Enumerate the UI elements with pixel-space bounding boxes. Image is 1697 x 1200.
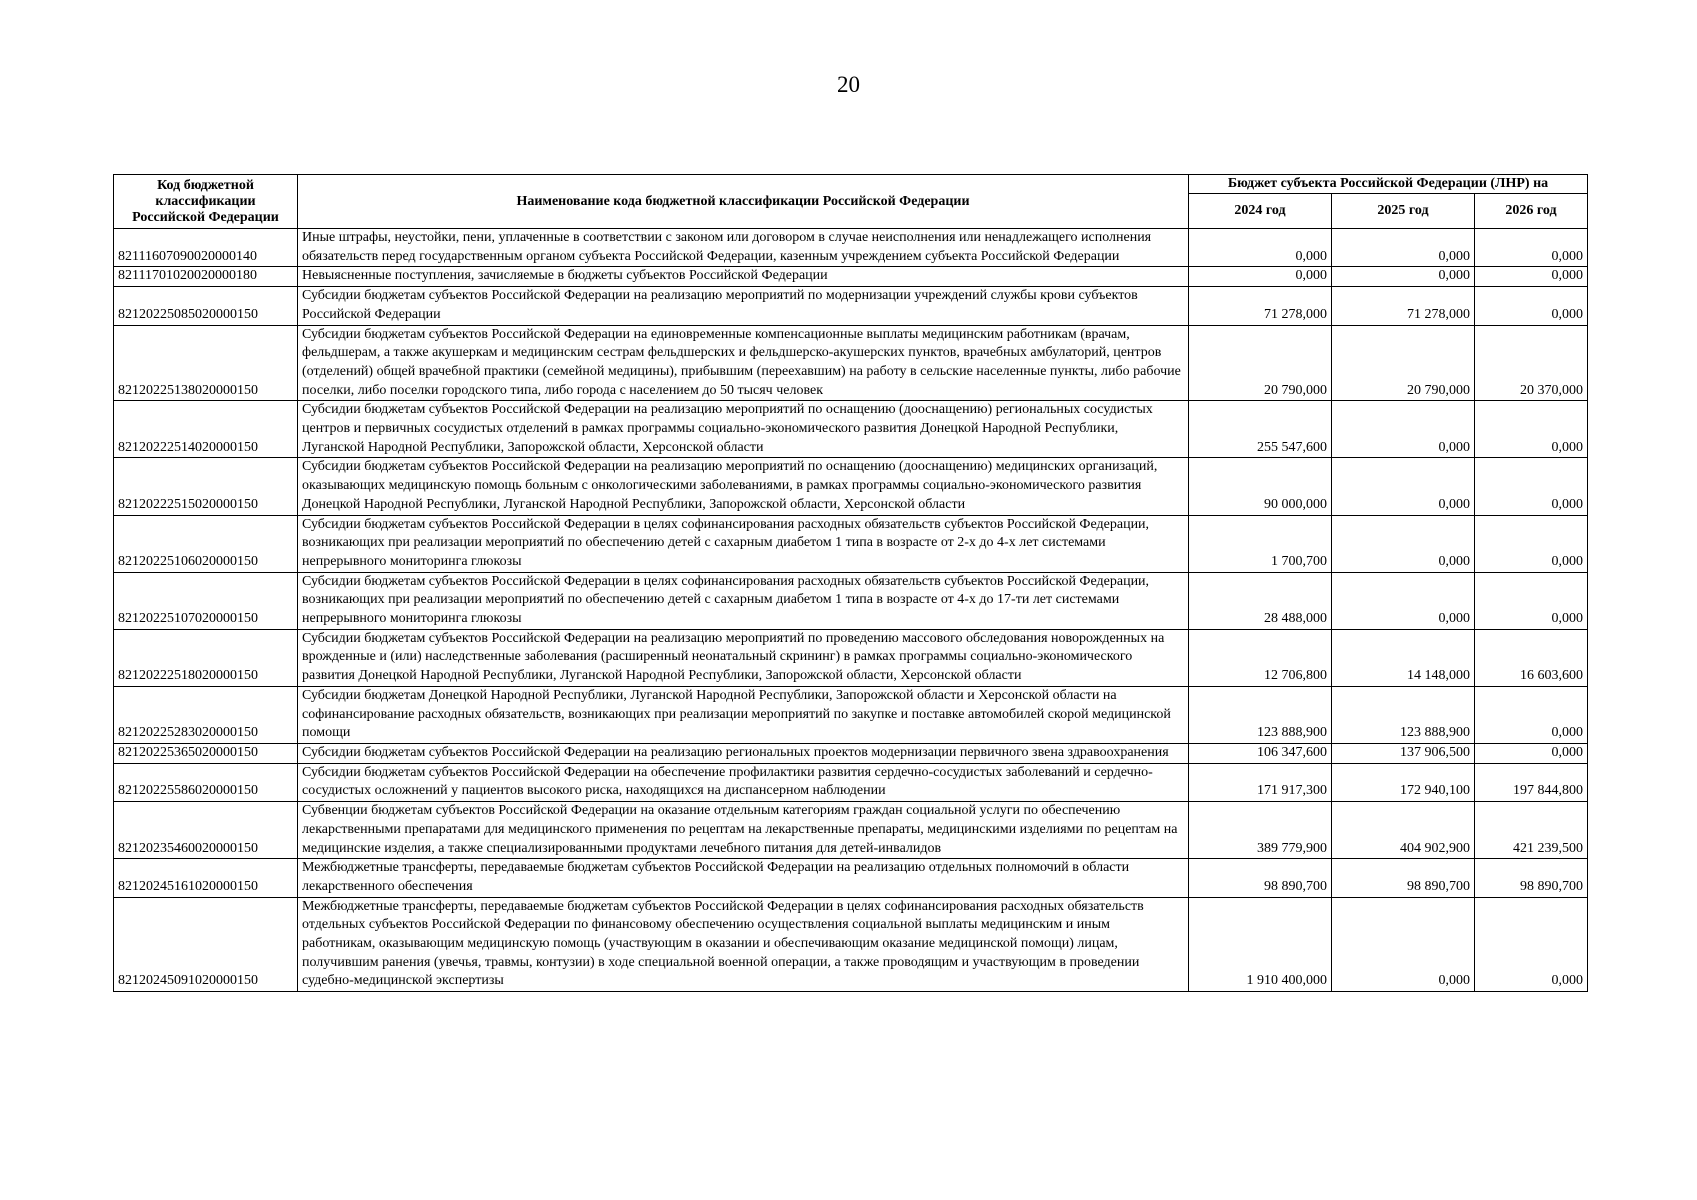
header-name: Наименование кода бюджетной классификации Российской Федерации: [298, 175, 1189, 229]
table-row: [114, 802, 1588, 859]
cell-2026: 0,000: [1475, 401, 1588, 458]
table-row: [114, 401, 1588, 458]
table-row: [114, 325, 1588, 401]
cell-2024: 90 000,000: [1189, 458, 1332, 515]
cell-2026: 197 844,800: [1475, 763, 1588, 801]
cell-2024: 123 888,900: [1189, 686, 1332, 743]
cell-name: Субсидии бюджетам субъектов Российской Федерации на единовременные компенсационные выплаты медицинским работникам (врачам, фельдшерам, а также акушеркам и медицинским сестрам фельдшерских и фельдшерско-акушерских пунктов, врачебных амбулаторий, центров (отделений) общей врачебной практики (семейной медицины), прибывшим (переехавшим) на работу в сельские населенные пункты, либо рабочие поселки, либо поселки городского типа, либо города с населением до 50 тысяч человек: [298, 325, 1189, 401]
cell-2025: 404 902,900: [1332, 802, 1475, 859]
cell-2025: 0,000: [1332, 572, 1475, 629]
cell-2024: 0,000: [1189, 267, 1332, 287]
table-row: [114, 686, 1588, 743]
cell-2026: 0,000: [1475, 743, 1588, 763]
cell-2024: 106 347,600: [1189, 743, 1332, 763]
cell-code: 82120225138020000150: [114, 325, 298, 401]
cell-2024: 389 779,900: [1189, 802, 1332, 859]
cell-code: 82111701020020000180: [114, 267, 298, 287]
cell-name: Межбюджетные трансферты, передаваемые бюджетам субъектов Российской Федерации на реализацию отдельных полномочий в области лекарственного обеспечения: [298, 859, 1189, 897]
cell-code: 82120225283020000150: [114, 686, 298, 743]
cell-name: Субсидии бюджетам Донецкой Народной Республики, Луганской Народной Республики, Запорожской области и Херсонской области на софинансирование расходных обязательств, возникающих при реализации мероприятий по закупке и поставке автомобилей скорой медицинской помощи: [298, 686, 1189, 743]
table-row: [114, 897, 1588, 992]
cell-2024: 1 910 400,000: [1189, 897, 1332, 992]
cell-2026: 0,000: [1475, 229, 1588, 267]
cell-2025: 0,000: [1332, 515, 1475, 572]
cell-code: 82120225106020000150: [114, 515, 298, 572]
cell-name: Межбюджетные трансферты, передаваемые бюджетам субъектов Российской Федерации в целях софинансирования расходных обязательств отдельных субъектов Российской Федерации по финансовому обеспечению осуществления социальной выплаты медицинским и иным работникам, оказывающим медицинскую помощь (участвующим в оказании и обеспечивающим оказание медицинской помощи) лицам, получившим ранения (увечья, травмы, контузии) в ходе специальной военной операции, а также проводящим и участвующим в проведении судебно-медицинской экспертизы: [298, 897, 1189, 992]
cell-2024: 12 706,800: [1189, 629, 1332, 686]
cell-2026: 20 370,000: [1475, 325, 1588, 401]
header-year-2025: 2025 год: [1332, 194, 1475, 229]
cell-2025: 0,000: [1332, 401, 1475, 458]
budget-classification-table: [113, 174, 1588, 992]
cell-2024: 71 278,000: [1189, 287, 1332, 325]
table-body: [114, 229, 1588, 992]
table-row: [114, 763, 1588, 801]
cell-2026: 0,000: [1475, 515, 1588, 572]
cell-2026: 0,000: [1475, 458, 1588, 515]
cell-2025: 14 148,000: [1332, 629, 1475, 686]
header-code: Код бюджетной классификации Российской Федерации: [114, 175, 298, 229]
cell-2026: 0,000: [1475, 267, 1588, 287]
cell-2026: 0,000: [1475, 897, 1588, 992]
cell-2026: 98 890,700: [1475, 859, 1588, 897]
cell-name: Иные штрафы, неустойки, пени, уплаченные в соответствии с законом или договором в случае неисполнения или ненадлежащего исполнения обязательств перед государственным органом субъекта Российской Федерации, казенным учреждением субъекта Российской Федерации: [298, 229, 1189, 267]
table-row: [114, 743, 1588, 763]
table-row: [114, 287, 1588, 325]
table-row: [114, 458, 1588, 515]
cell-name: Субсидии бюджетам субъектов Российской Федерации на реализацию мероприятий по проведению массового обследования новорожденных на врожденные и (или) наследственные заболевания (расширенный неонатальный скрининг) в рамках программы социально-экономического развития Донецкой Народной Республики, Луганской Народной Республики, Запорожской области, Херсонской области: [298, 629, 1189, 686]
header-year-2024: 2024 год: [1189, 194, 1332, 229]
cell-code: 82120222518020000150: [114, 629, 298, 686]
cell-name: Субсидии бюджетам субъектов Российской Федерации в целях софинансирования расходных обязательств субъектов Российской Федерации, возникающих при реализации мероприятий по обеспечению детей с сахарным диабетом 1 типа в возрасте от 4-х до 17-ти лет системами непрерывного мониторинга глюкозы: [298, 572, 1189, 629]
cell-2025: 20 790,000: [1332, 325, 1475, 401]
cell-2024: 20 790,000: [1189, 325, 1332, 401]
cell-name: Субсидии бюджетам субъектов Российской Федерации на реализацию мероприятий по оснащению (дооснащению) региональных сосудистых центров и первичных сосудистых отделений в рамках программы социально-экономического развития Донецкой Народной Республики, Луганской Народной Республики, Запорожской области, Херсонской области: [298, 401, 1189, 458]
cell-name: Субсидии бюджетам субъектов Российской Федерации в целях софинансирования расходных обязательств субъектов Российской Федерации, возникающих при реализации мероприятий по обеспечению детей с сахарным диабетом 1 типа в возрасте от 2-х до 4-х лет системами непрерывного мониторинга глюкозы: [298, 515, 1189, 572]
cell-code: 82120225586020000150: [114, 763, 298, 801]
cell-2025: 0,000: [1332, 458, 1475, 515]
cell-name: Субсидии бюджетам субъектов Российской Федерации на реализацию мероприятий по оснащению (дооснащению) медицинских организаций, оказывающих медицинскую помощь больным с онкологическими заболеваниями, в рамках программы социально-экономического развития Донецкой Народной Республики, Луганской Народной Республики, Запорожской области, Херсонской области: [298, 458, 1189, 515]
cell-2025: 98 890,700: [1332, 859, 1475, 897]
cell-2025: 0,000: [1332, 897, 1475, 992]
table-row: [114, 629, 1588, 686]
cell-name: Субвенции бюджетам субъектов Российской Федерации на оказание отдельным категориям граждан социальной услуги по обеспечению лекарственными препаратами для медицинского применения по рецептам на лекарственные препараты, медицинскими изделиями по рецептам на медицинские изделия, а также специализированными продуктами лечебного питания для детей-инвалидов: [298, 802, 1189, 859]
table-row: [114, 515, 1588, 572]
cell-code: 82120225365020000150: [114, 743, 298, 763]
cell-2024: 98 890,700: [1189, 859, 1332, 897]
table-row: [114, 267, 1588, 287]
cell-code: 82120225085020000150: [114, 287, 298, 325]
table-row: [114, 572, 1588, 629]
cell-2025: 71 278,000: [1332, 287, 1475, 325]
cell-2024: 255 547,600: [1189, 401, 1332, 458]
cell-2025: 0,000: [1332, 229, 1475, 267]
cell-code: 82120245091020000150: [114, 897, 298, 992]
cell-name: Субсидии бюджетам субъектов Российской Федерации на реализацию региональных проектов модернизации первичного звена здравоохранения: [298, 743, 1189, 763]
header-year-2026: 2026 год: [1475, 194, 1588, 229]
page-number: 20: [837, 72, 860, 97]
cell-2024: 171 917,300: [1189, 763, 1332, 801]
cell-code: 82120222515020000150: [114, 458, 298, 515]
cell-code: 82120222514020000150: [114, 401, 298, 458]
cell-2025: 137 906,500: [1332, 743, 1475, 763]
cell-name: Невыясненные поступления, зачисляемые в бюджеты субъектов Российской Федерации: [298, 267, 1189, 287]
cell-code: 82120245161020000150: [114, 859, 298, 897]
cell-2025: 123 888,900: [1332, 686, 1475, 743]
cell-2026: 0,000: [1475, 686, 1588, 743]
cell-code: 82120225107020000150: [114, 572, 298, 629]
cell-2024: 28 488,000: [1189, 572, 1332, 629]
cell-2024: 1 700,700: [1189, 515, 1332, 572]
cell-2024: 0,000: [1189, 229, 1332, 267]
cell-code: 82111607090020000140: [114, 229, 298, 267]
table-row: [114, 859, 1588, 897]
cell-2025: 0,000: [1332, 267, 1475, 287]
cell-code: 82120235460020000150: [114, 802, 298, 859]
cell-2025: 172 940,100: [1332, 763, 1475, 801]
cell-2026: 0,000: [1475, 287, 1588, 325]
table-row: [114, 229, 1588, 267]
cell-2026: 16 603,600: [1475, 629, 1588, 686]
cell-name: Субсидии бюджетам субъектов Российской Федерации на обеспечение профилактики развития сердечно-сосудистых заболеваний и сердечно-сосудистых осложнений у пациентов высокого риска, находящихся на диспансерном наблюдении: [298, 763, 1189, 801]
cell-2026: 421 239,500: [1475, 802, 1588, 859]
cell-2026: 0,000: [1475, 572, 1588, 629]
cell-name: Субсидии бюджетам субъектов Российской Федерации на реализацию мероприятий по модернизации учреждений службы крови субъектов Российской Федерации: [298, 287, 1189, 325]
header-budget-group: Бюджет субъекта Российской Федерации (ЛНР) на: [1189, 175, 1588, 194]
